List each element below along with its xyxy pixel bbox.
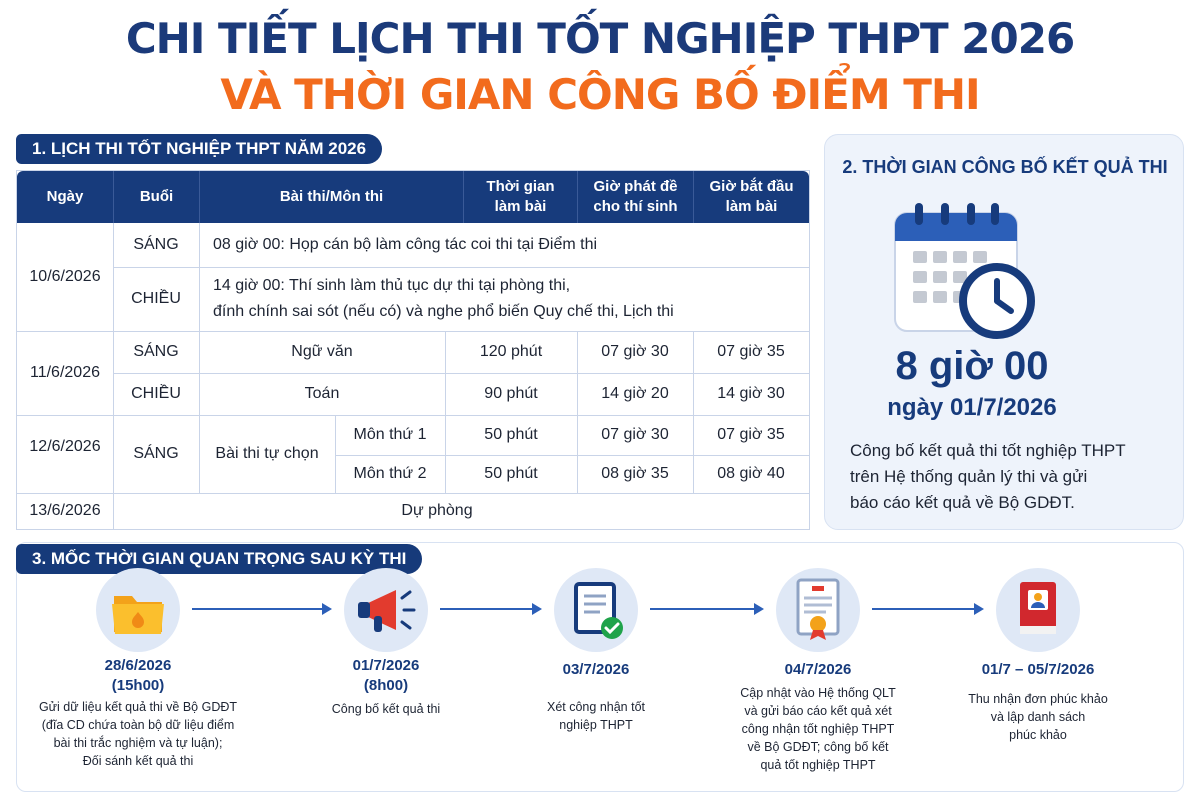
step3-date: 03/7/2026 <box>562 661 630 678</box>
day1-morning-content: 08 giờ 00: Họp cán bộ làm công tác coi thi tại Điểm thi <box>213 236 598 253</box>
day3-sub2-duration: 50 phút <box>484 465 538 482</box>
day2-afternoon-session: CHIỀU <box>131 385 181 402</box>
document-check-icon <box>554 568 638 652</box>
step5-circle <box>996 568 1080 652</box>
page-subtitle: VÀ THỜI GIAN CÔNG BỐ ĐIỂM THI <box>220 70 980 119</box>
day1-morning-session: SÁNG <box>133 236 179 253</box>
exam-schedule-table <box>16 170 810 530</box>
day2-morning-handout: 07 giờ 30 <box>601 343 669 360</box>
day2-afternoon-handout: 14 giờ 20 <box>601 385 669 402</box>
section3-label: 3. MỐC THỜI GIAN QUAN TRỌNG SAU KỲ THI <box>16 544 422 574</box>
day1-afternoon-content: 14 giờ 00: Thí sinh làm thủ tục dự thi tại phòng thi, đính chính sai sót (nếu có) và nghe phổ biến Quy chế thi, Lịch thi <box>213 277 674 320</box>
day3-group: Bài thi tự chọn <box>215 445 319 462</box>
day1-date: 10/6/2026 <box>29 268 101 285</box>
step1-date: 28/6/2026 (15h00) <box>104 657 172 694</box>
timeline-arrow-1 <box>192 608 330 610</box>
result-time: 8 giờ 00 <box>895 344 1049 388</box>
certificate-icon <box>776 568 860 652</box>
step2-circle <box>344 568 428 652</box>
header-buoi: Buổi <box>113 171 199 223</box>
step4-date: 04/7/2026 <box>784 661 852 678</box>
step5-date: 01/7 – 05/7/2026 <box>981 661 1095 678</box>
step3-description: Xét công nhận tốt nghiệp THPT <box>547 700 645 732</box>
day3-sub2-handout: 08 giờ 35 <box>601 465 669 482</box>
day3-session: SÁNG <box>133 445 179 462</box>
day4-content: Dự phòng <box>401 502 473 519</box>
result-description: Công bố kết quả thi tốt nghiệp THPT trên Hệ thống quản lý thi và gửi báo cáo kết quả về Bộ GDĐT. <box>850 441 1126 512</box>
day3-sub1-start: 07 giờ 35 <box>717 426 785 443</box>
header-thoi-gian: Thời gian làm bài <box>463 171 577 223</box>
timeline-arrow-4 <box>872 608 982 610</box>
day2-morning-start: 07 giờ 35 <box>717 343 785 360</box>
day2-morning-session: SÁNG <box>133 343 179 360</box>
step2-description: Công bố kết quả thi <box>331 702 441 716</box>
day1-afternoon-session: CHIỀU <box>131 290 181 307</box>
timeline-arrow-2 <box>440 608 540 610</box>
timeline-arrow-3 <box>650 608 762 610</box>
day3-sub2-start: 08 giờ 40 <box>717 465 785 482</box>
header-bai-thi: Bài thi/Môn thi <box>199 171 463 223</box>
step2-date: 01/7/2026 (8h00) <box>352 657 420 694</box>
day2-date: 11/6/2026 <box>30 364 100 381</box>
header-gio-bat-dau: Giờ bắt đầu làm bài <box>693 171 809 223</box>
day2-afternoon-start: 14 giờ 30 <box>717 385 785 402</box>
day2-morning-subject: Ngữ văn <box>291 343 353 360</box>
day3-sub1-name: Môn thứ 1 <box>353 426 427 443</box>
calendar-clock-icon <box>891 201 1039 343</box>
day4-date: 13/6/2026 <box>29 502 101 519</box>
page-title: CHI TIẾT LỊCH THI TỐT NGHIỆP THPT 2026 <box>125 14 1075 63</box>
step5-description: Thu nhận đơn phúc khảo và lập danh sách phúc khảo <box>968 692 1108 742</box>
book-icon <box>996 568 1080 652</box>
day2-afternoon-duration: 90 phút <box>484 385 538 402</box>
section1-label: 1. LỊCH THI TỐT NGHIỆP THPT NĂM 2026 <box>16 134 382 164</box>
step1-description: Gửi dữ liệu kết quả thi về Bộ GDĐT (đĩa CD chứa toàn bộ dữ liệu điểm bài thi trắc nghiệm và tự luận); Đối sánh kết quả thi <box>38 700 238 768</box>
step3-circle <box>554 568 638 652</box>
header-ngay: Ngày <box>17 171 113 223</box>
folder-icon <box>96 568 180 652</box>
day2-afternoon-subject: Toán <box>304 385 340 402</box>
day3-sub1-handout: 07 giờ 30 <box>601 426 669 443</box>
step1-circle <box>96 568 180 652</box>
day2-morning-duration: 120 phút <box>479 343 543 360</box>
day3-sub1-duration: 50 phút <box>484 426 538 443</box>
day3-date: 12/6/2026 <box>29 438 101 455</box>
megaphone-icon <box>344 568 428 652</box>
result-date: ngày 01/7/2026 <box>887 394 1057 421</box>
header-gio-phat-de: Giờ phát đề cho thí sinh <box>577 171 693 223</box>
day3-sub2-name: Môn thứ 2 <box>353 465 427 482</box>
section2-label: 2. THỜI GIAN CÔNG BỐ KẾT QUẢ THI <box>842 157 1168 177</box>
step4-circle <box>776 568 860 652</box>
step4-description: Cập nhật vào Hệ thống QLT và gửi báo cáo kết quả xét công nhận tốt nghiệp THPT về Bộ GDĐT; công bố kết quả tốt nghiệp THPT <box>740 686 896 772</box>
